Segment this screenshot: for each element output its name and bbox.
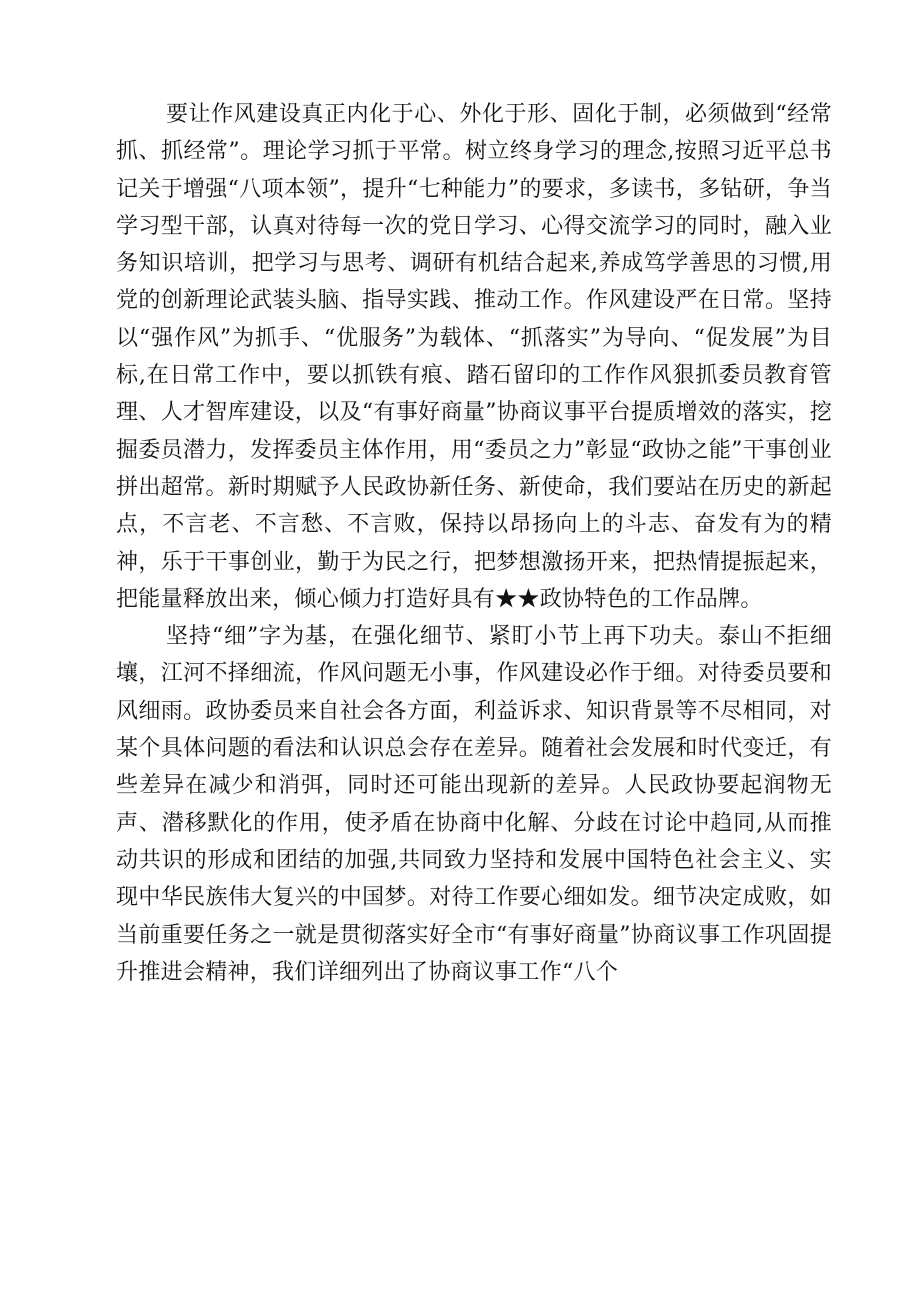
document-body <box>116 96 832 991</box>
paragraph-attention-to-detail: 坚持“细”字为基，在强化细节、紧盯小节上再下功夫。泰山不拒细壤，江河不择细流，作风问题无小事，作风建设必作于细。对待委员要和风细雨。政协委员来自社会各方面，利益诉求、知识背景等不尽相同，对某个具体问题的看法和认识总会存在差异。随着社会发展和时代变迁，有些差异在减少和消弭，同时还可能出现新的差异。人民政协要起润物无声、潜移默化的作用，使矛盾在协商中化解、分歧在讨论中趋同,从而推动共识的形成和团结的加强,共同致力坚持和发展中国特色社会主义、实现中华民族伟大复兴的中国梦。对待工作要心细如发。细节决定成败，如当前重要任务之一就是贯彻落实好全市“有事好商量”协商议事工作巩固提升推进会精神，我们详细列出了协商议事工作“八个 <box>116 624 832 985</box>
paragraph-work-style-routine: 要让作风建设真正内化于心、外化于形、固化于制，必须做到“经常抓、抓经常”。理论学习抓于平常。树立终身学习的理念,按照习近平总书记关于增强“八项本领”，提升“七种能力”的要求，多读书，多钻研，争当学习型干部，认真对待每一次的党日学习、心得交流学习的同时，融入业务知识培训，把学习与思考、调研有机结合起来,养成笃学善思的习惯,用党的创新理论武装头脑、指导实践、推动工作。作风建设严在日常。坚持以“强作风”为抓手、“优服务”为载体、“抓落实”为导向、“促发展”为目标,在日常工作中，要以抓铁有痕、踏石留印的工作作风狠抓委员教育管理、人才智库建设，以及“有事好商量”协商议事平台提质增效的落实，挖掘委员潜力，发挥委员主体作用，用“委员之力”彰显“政协之能”干事创业拼出超常。新时期赋予人民政协新任务、新使命，我们要站在历史的新起点，不言老、不言愁、不言败，保持以昂扬向上的斗志、奋发有为的精神，乐于干事创业，勤于为民之行，把梦想激扬开来，把热情提振起来，把能量释放出来，倾心倾力打造好具有★★政协特色的工作品牌。 <box>116 102 832 612</box>
